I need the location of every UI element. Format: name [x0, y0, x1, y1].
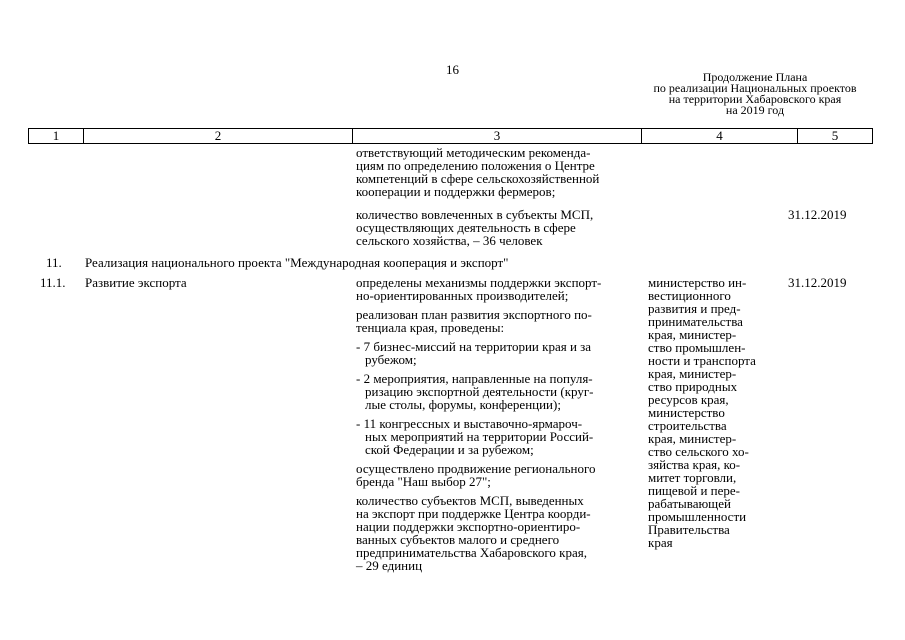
row-number: 11.1. — [40, 275, 66, 290]
text-line: ресурсов края, — [648, 392, 729, 407]
text-line: зяйства края, ко- — [648, 457, 741, 472]
text-line: ской Федерации и за рубежом; — [365, 442, 534, 457]
text-line: – 29 единиц — [356, 558, 423, 573]
text-line: ванных субъектов малого и среднего — [356, 532, 560, 547]
text-line: компетенций в сфере сельскохозяйственной — [356, 171, 600, 186]
continued-deadline: 31.12.2019 — [788, 207, 847, 222]
text-line: но-ориентированных производителей; — [356, 288, 569, 303]
column-number-2: 2 — [214, 128, 222, 143]
text-line: промышленности — [648, 509, 747, 524]
text-line: строительства — [648, 418, 727, 433]
text-line: на экспорт при поддержке Центра коорди- — [356, 506, 591, 521]
text-line: края, министер- — [648, 327, 737, 342]
column-number-1: 1 — [52, 128, 60, 143]
text-line: циям по определению положения о Центре — [356, 158, 595, 173]
text-line: Правительства — [648, 522, 730, 537]
header-line: Продолжение Плана — [702, 70, 808, 84]
text-line: - 7 бизнес-миссий на территории края и за — [356, 339, 592, 354]
text-line: кооперации и поддержки фермеров; — [356, 184, 556, 199]
text-line: рабатывающей — [648, 496, 731, 511]
text-line: бренда "Наш выбор 27"; — [356, 474, 491, 489]
text-line: осуществляющих деятельность в сфере — [356, 220, 576, 235]
column-number-4: 4 — [716, 128, 723, 143]
text-line: реализован план развития экспортного по- — [356, 307, 592, 322]
list-item — [356, 417, 601, 456]
text-line: ство сельского хо- — [648, 444, 749, 459]
text-line: количество субъектов МСП, выведенных — [356, 493, 584, 508]
header-line: по реализации Национальных проектов — [653, 81, 857, 95]
text-line: количество вовлеченных в субъекты МСП, — [356, 207, 594, 222]
continued-measure-text — [356, 146, 599, 204]
text-line: ство промышлен- — [648, 340, 746, 355]
text-line: развития и пред- — [648, 301, 741, 316]
table-column-numbers — [28, 128, 873, 144]
row-deadline: 31.12.2019 — [788, 275, 847, 290]
header-line: на 2019 год — [725, 103, 785, 117]
text-line: пищевой и пере- — [648, 483, 740, 498]
column-number-5: 5 — [831, 128, 839, 143]
section-title: Реализация национального проекта "Международная кооперация и экспорт" — [85, 255, 509, 270]
header-line: на территории Хабаровского края — [668, 92, 842, 106]
responsible-executors — [648, 276, 756, 555]
page-number: 16 — [446, 62, 459, 77]
column-number-3: 3 — [493, 128, 501, 143]
text-line: ных мероприятий на территории Россий- — [365, 429, 594, 444]
text-line: нации поддержки экспортно-ориентиро- — [356, 519, 581, 534]
text-line: рубежом; — [365, 352, 417, 367]
text-line: министерство ин- — [648, 275, 747, 290]
text-line: предпринимательства Хабаровского края, — [356, 545, 587, 560]
text-line: осуществлено продвижение регионального — [356, 461, 596, 476]
text-line: - 11 конгрессных и выставочно-ярмароч- — [356, 416, 583, 431]
text-line: вестиционного — [648, 288, 731, 303]
row-results — [356, 276, 601, 578]
plan-continuation-header — [640, 72, 870, 116]
text-line: ответствующий методическим рекоменда- — [356, 145, 591, 160]
text-line: лые столы, форумы, конференции); — [365, 397, 561, 412]
list-item — [356, 372, 601, 411]
text-line: края, министер- — [648, 431, 737, 446]
text-line: принимательства — [648, 314, 743, 329]
text-line: министерство — [648, 405, 725, 420]
text-line: определены механизмы поддержки экспорт- — [356, 275, 602, 290]
text-line: ризацию экспортной деятельности (круг- — [365, 384, 594, 399]
text-line: края, министер- — [648, 366, 737, 381]
text-line: сельского хозяйства, – 36 человек — [356, 233, 543, 248]
text-line: тенциала края, проведены: — [356, 320, 505, 335]
row-title: Развитие экспорта — [85, 275, 187, 290]
text-line: - 2 мероприятия, направленные на популя- — [356, 371, 593, 386]
list-item — [356, 340, 601, 366]
section-number: 11. — [46, 255, 62, 270]
text-line: ство природных — [648, 379, 738, 394]
text-line: ности и транспорта — [648, 353, 756, 368]
text-line: митет торговли, — [648, 470, 737, 485]
text-line: края — [648, 535, 673, 550]
continued-indicator-text — [356, 208, 593, 253]
